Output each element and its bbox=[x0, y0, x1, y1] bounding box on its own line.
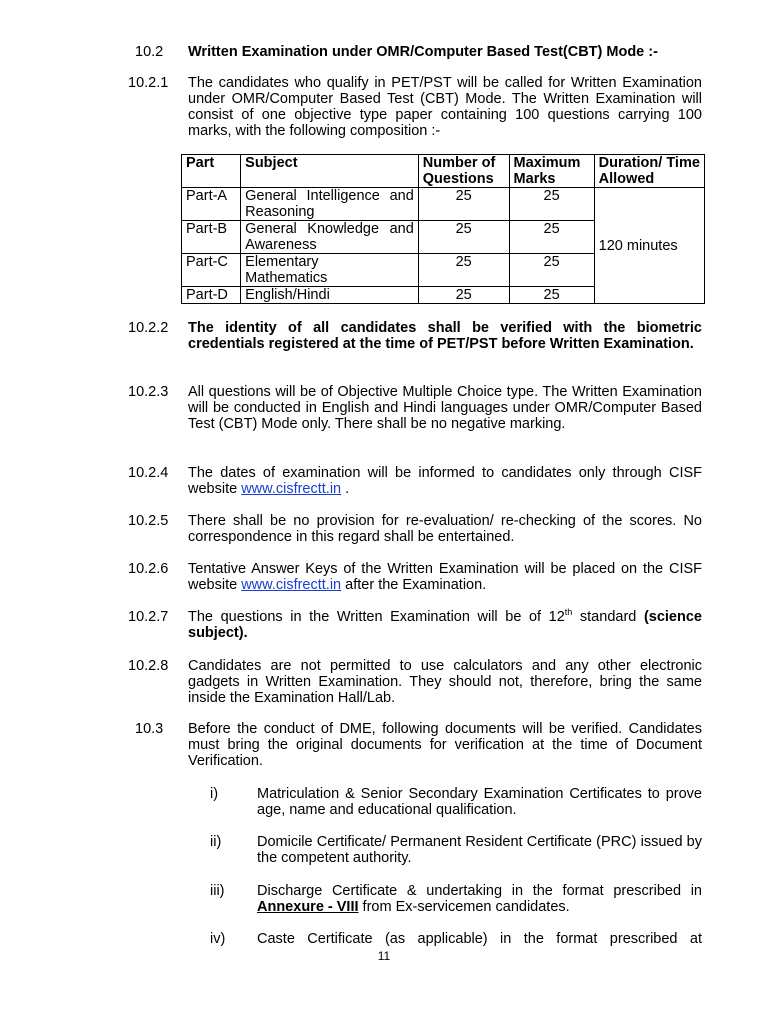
cisf-website-link[interactable]: www.cisfrectt.in bbox=[241, 481, 342, 497]
paragraph-text: after the Examination. bbox=[341, 577, 487, 593]
section-number-10-2-1: 10.2.1 bbox=[128, 75, 169, 91]
section-number-10-2-3: 10.2.3 bbox=[128, 384, 169, 400]
header-duration: Duration/ Time Allowed bbox=[594, 155, 704, 188]
cell-questions: 25 bbox=[418, 221, 509, 254]
paragraph-10-2-7 bbox=[188, 609, 702, 641]
table-header-row bbox=[182, 155, 705, 188]
section-number-10-2-4: 10.2.4 bbox=[128, 465, 169, 481]
header-part: Part bbox=[182, 155, 241, 188]
cell-part: Part-A bbox=[182, 188, 241, 221]
cell-subject: General Knowledge and Awareness bbox=[241, 221, 419, 254]
annexure-reference: Annexure - VIII bbox=[257, 899, 359, 915]
paragraph-10-2-8: Candidates are not permitted to use calculators and any other electronic gadgets in Written Examination. They should not, therefore, bring the same inside the Examination Hall/Lab. bbox=[188, 658, 702, 706]
cisf-website-link[interactable]: www.cisfrectt.in bbox=[241, 577, 342, 593]
page-number: 11 bbox=[377, 949, 391, 963]
cell-duration: 120 minutes bbox=[594, 188, 704, 304]
table-row bbox=[182, 188, 705, 221]
paragraph-bold-text: (science subject). bbox=[188, 609, 702, 641]
list-item-text: from Ex-servicemen candidates. bbox=[358, 899, 570, 915]
list-item-text: Discharge Certificate & undertaking in the format prescribed in bbox=[257, 883, 702, 899]
cell-marks: 25 bbox=[509, 287, 594, 304]
list-item: Domicile Certificate/ Permanent Resident Certificate (PRC) issued by the competent authority. bbox=[257, 834, 702, 866]
superscript: th bbox=[564, 607, 573, 618]
paragraph-10-2-5: There shall be no provision for re-evaluation/ re-checking of the scores. No correspondence in this regard shall be entertained. bbox=[188, 513, 702, 545]
cell-subject: General Intelligence and Reasoning bbox=[241, 188, 419, 221]
paragraph-10-2-6 bbox=[188, 561, 702, 593]
cell-part: Part-B bbox=[182, 221, 241, 254]
header-questions: Number of Questions bbox=[418, 155, 509, 188]
list-item-number: i) bbox=[210, 786, 219, 802]
cell-subject: English/Hindi bbox=[241, 287, 419, 304]
list-item-number: iii) bbox=[210, 883, 225, 899]
cell-marks: 25 bbox=[509, 221, 594, 254]
cell-part: Part-C bbox=[182, 254, 241, 287]
cell-questions: 25 bbox=[418, 287, 509, 304]
paragraph-10-2-1: The candidates who qualify in PET/PST will be called for Written Examination under OMR/Computer Based Test (CBT) Mode. The Written Examination will consist of one objective type paper containing 100 questions carrying 100 marks, with the following composition :- bbox=[188, 75, 702, 139]
cell-questions: 25 bbox=[418, 188, 509, 221]
header-subject: Subject bbox=[241, 155, 419, 188]
section-number-10-2-7: 10.2.7 bbox=[128, 609, 169, 625]
paragraph-10-3: Before the conduct of DME, following documents will be verified. Candidates must bring the original documents for verification at the time of Document Verification. bbox=[188, 721, 702, 769]
section-heading-10-2: Written Examination under OMR/Computer Based Test(CBT) Mode :- bbox=[188, 44, 658, 60]
section-number-10-3: 10.3 bbox=[135, 721, 164, 737]
paragraph-text: The questions in the Written Examination will be of 12 bbox=[188, 609, 565, 625]
list-item: Caste Certificate (as applicable) in the format prescribed at bbox=[257, 931, 702, 947]
cell-subject: Elementary Mathematics bbox=[241, 254, 419, 287]
paragraph-text: standard bbox=[572, 609, 644, 625]
paragraph-10-2-4 bbox=[188, 465, 702, 497]
paragraph-text: . bbox=[341, 481, 350, 497]
cell-marks: 25 bbox=[509, 188, 594, 221]
list-item-number: ii) bbox=[210, 834, 222, 850]
cell-part: Part-D bbox=[182, 287, 241, 304]
section-number-10-2-8: 10.2.8 bbox=[128, 658, 169, 674]
list-item: Matriculation & Senior Secondary Examination Certificates to prove age, name and educational qualification. bbox=[257, 786, 702, 818]
paragraph-10-2-2: The identity of all candidates shall be verified with the biometric credentials registered at the time of PET/PST before Written Examination. bbox=[188, 320, 702, 352]
section-number-10-2-2: 10.2.2 bbox=[128, 320, 169, 336]
cell-marks: 25 bbox=[509, 254, 594, 287]
list-item-number: iv) bbox=[210, 931, 226, 947]
paragraph-text: Tentative Answer Keys of the Written Examination will be placed on the CISF website bbox=[188, 561, 702, 593]
paragraph-10-2-3: All questions will be of Objective Multiple Choice type. The Written Examination will be conducted in English and Hindi languages under OMR/Computer Based Test (CBT) Mode only. There shall be no negative marking. bbox=[188, 384, 702, 432]
section-number-10-2: 10.2 bbox=[135, 44, 164, 60]
list-item bbox=[257, 883, 702, 915]
header-marks: Maximum Marks bbox=[509, 155, 594, 188]
section-number-10-2-6: 10.2.6 bbox=[128, 561, 169, 577]
section-number-10-2-5: 10.2.5 bbox=[128, 513, 169, 529]
paragraph-text: The dates of examination will be informed to candidates only through CISF website bbox=[188, 465, 702, 497]
exam-composition-table bbox=[181, 154, 705, 304]
cell-questions: 25 bbox=[418, 254, 509, 287]
